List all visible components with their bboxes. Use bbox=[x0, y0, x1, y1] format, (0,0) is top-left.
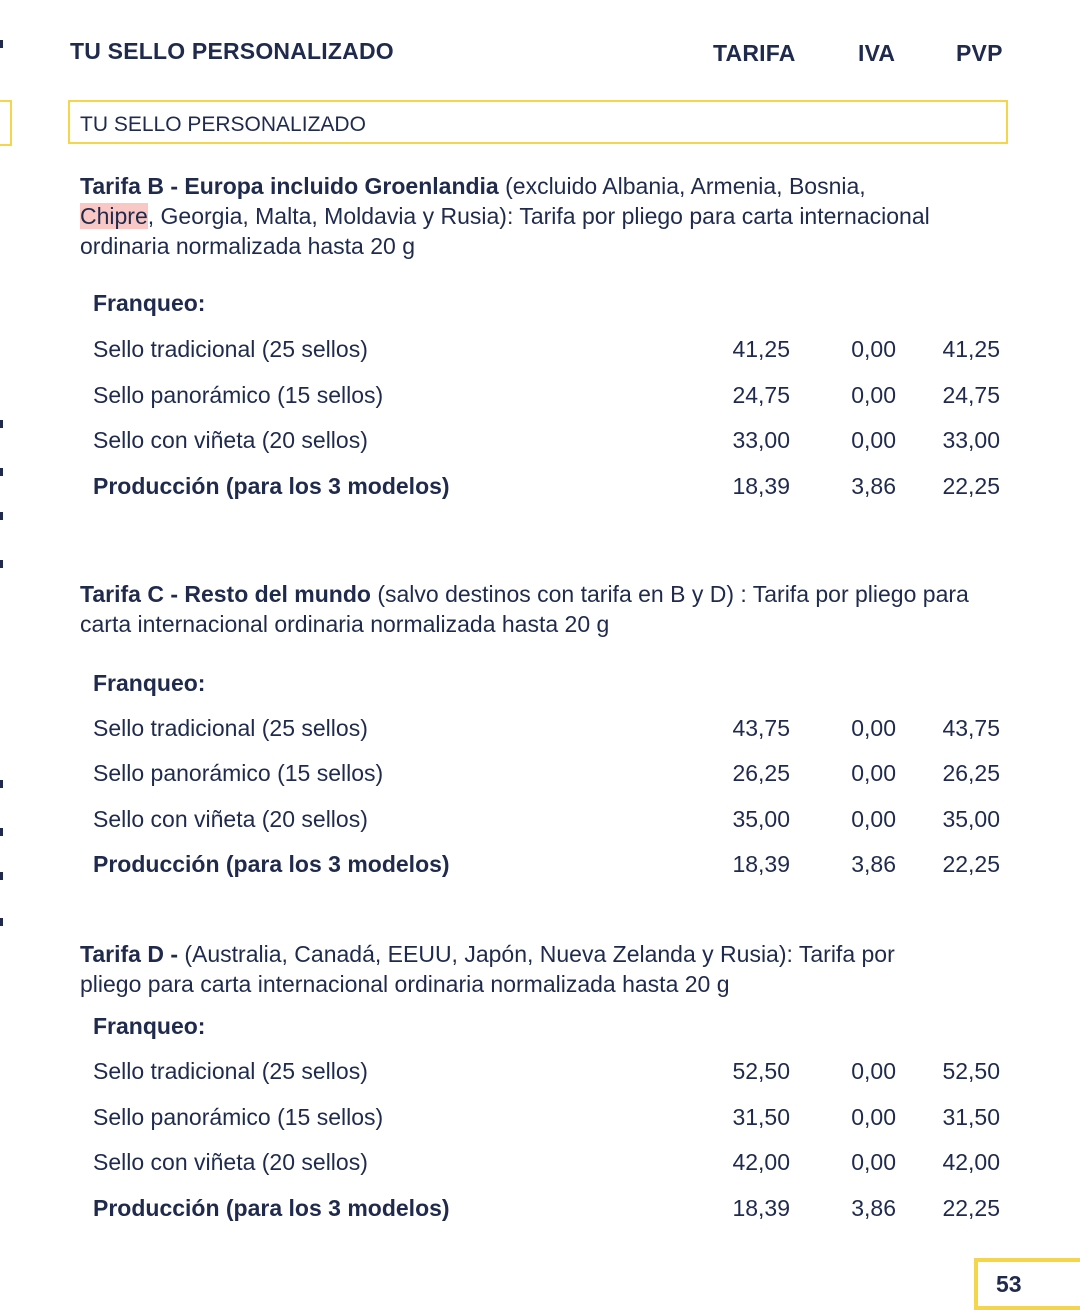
tarifa-value: 43,75 bbox=[732, 715, 790, 741]
pvp-value: 42,00 bbox=[942, 1149, 1000, 1175]
tarifa-b-title: Tarifa B - Europa incluido Groenlandia bbox=[80, 173, 499, 199]
edge-mark bbox=[0, 918, 3, 926]
iva-value: 3,86 bbox=[851, 1195, 896, 1221]
tarifa-value: 35,00 bbox=[732, 806, 790, 832]
page-number-box bbox=[974, 1258, 1080, 1310]
row-label: Sello con viñeta (20 sellos) bbox=[93, 427, 368, 453]
row-label: Sello tradicional (25 sellos) bbox=[93, 1058, 368, 1084]
iva-value: 0,00 bbox=[851, 427, 896, 453]
tarifa-b-desc-post: , Georgia, Malta, Moldavia y Rusia): Tarifa por pliego para carta internacional ordinaria normalizada hasta 20 g bbox=[80, 203, 930, 259]
pvp-value: 33,00 bbox=[942, 427, 1000, 453]
tarifa-d-title: Tarifa D - bbox=[80, 941, 178, 967]
iva-value: 0,00 bbox=[851, 806, 896, 832]
row-label: Producción (para los 3 modelos) bbox=[93, 851, 450, 877]
pvp-value: 22,25 bbox=[942, 851, 1000, 877]
iva-value: 0,00 bbox=[851, 1058, 896, 1084]
pvp-value: 22,25 bbox=[942, 473, 1000, 499]
tarifa-c-desc: (salvo destinos con tarifa en B y D) : Tarifa por pliego para carta internacional ordinaria normalizada hasta 20 g bbox=[80, 581, 969, 637]
pvp-value: 26,25 bbox=[942, 760, 1000, 786]
row-label: Sello tradicional (25 sellos) bbox=[93, 715, 368, 741]
edge-mark bbox=[0, 512, 3, 520]
tarifa-value: 26,25 bbox=[732, 760, 790, 786]
tarifa-c-title: Tarifa C - Resto del mundo bbox=[80, 581, 371, 607]
tarifa-value: 31,50 bbox=[732, 1104, 790, 1130]
iva-value: 0,00 bbox=[851, 1104, 896, 1130]
row-label: Sello con viñeta (20 sellos) bbox=[93, 806, 368, 832]
column-header-iva: IVA bbox=[858, 40, 896, 66]
tarifa-value: 18,39 bbox=[732, 473, 790, 499]
row-label: Sello tradicional (25 sellos) bbox=[93, 336, 368, 362]
column-header-pvp: PVP bbox=[956, 40, 1003, 66]
tarifa-value: 42,00 bbox=[732, 1149, 790, 1175]
iva-value: 0,00 bbox=[851, 336, 896, 362]
row-label: Sello panorámico (15 sellos) bbox=[93, 382, 384, 408]
edge-mark bbox=[0, 780, 3, 788]
section-box bbox=[68, 100, 1008, 144]
row-label: Producción (para los 3 modelos) bbox=[93, 473, 450, 499]
pvp-value: 52,50 bbox=[942, 1058, 1000, 1084]
tarifa-d-description bbox=[80, 939, 950, 999]
row-label: Sello con viñeta (20 sellos) bbox=[93, 1149, 368, 1175]
row-label: Producción (para los 3 modelos) bbox=[93, 1195, 450, 1221]
page-title: TU SELLO PERSONALIZADO bbox=[70, 38, 394, 64]
edge-mark bbox=[0, 560, 3, 568]
iva-value: 0,00 bbox=[851, 382, 896, 408]
edge-mark bbox=[0, 40, 3, 48]
tarifa-b-desc-pre: (excluido Albania, Armenia, Bosnia, bbox=[498, 173, 866, 199]
tarifa-b-description bbox=[80, 171, 1010, 261]
edge-mark bbox=[0, 468, 3, 476]
edge-mark bbox=[0, 828, 3, 836]
iva-value: 0,00 bbox=[851, 1149, 896, 1175]
tarifa-value: 18,39 bbox=[732, 851, 790, 877]
iva-value: 3,86 bbox=[851, 851, 896, 877]
pvp-value: 31,50 bbox=[942, 1104, 1000, 1130]
iva-value: 0,00 bbox=[851, 760, 896, 786]
tarifa-value: 52,50 bbox=[732, 1058, 790, 1084]
pvp-value: 41,25 bbox=[942, 336, 1000, 362]
iva-value: 0,00 bbox=[851, 715, 896, 741]
pvp-value: 22,25 bbox=[942, 1195, 1000, 1221]
row-label: Sello panorámico (15 sellos) bbox=[93, 760, 384, 786]
tarifa-value: 33,00 bbox=[732, 427, 790, 453]
franqueo-heading: Franqueo: bbox=[93, 1013, 206, 1039]
pvp-value: 24,75 bbox=[942, 382, 1000, 408]
pvp-value: 43,75 bbox=[942, 715, 1000, 741]
franqueo-heading: Franqueo: bbox=[93, 290, 206, 316]
section-box-label: TU SELLO PERSONALIZADO bbox=[80, 113, 366, 136]
pvp-value: 35,00 bbox=[942, 806, 1000, 832]
adjacent-page-box bbox=[0, 100, 12, 146]
column-header-tarifa: TARIFA bbox=[713, 40, 796, 66]
highlighted-text: Chipre bbox=[80, 203, 148, 229]
iva-value: 3,86 bbox=[851, 473, 896, 499]
tarifa-d-desc: (Australia, Canadá, EEUU, Japón, Nueva Zelanda y Rusia): Tarifa por pliego para carta internacional ordinaria normalizada hasta 20 g bbox=[80, 941, 895, 997]
tarifa-value: 18,39 bbox=[732, 1195, 790, 1221]
edge-mark bbox=[0, 872, 3, 880]
franqueo-heading: Franqueo: bbox=[93, 670, 206, 696]
tarifa-value: 24,75 bbox=[732, 382, 790, 408]
tarifa-c-description bbox=[80, 579, 985, 639]
edge-mark bbox=[0, 420, 3, 428]
row-label: Sello panorámico (15 sellos) bbox=[93, 1104, 384, 1130]
tarifa-value: 41,25 bbox=[732, 336, 790, 362]
page-number: 53 bbox=[996, 1271, 1022, 1297]
